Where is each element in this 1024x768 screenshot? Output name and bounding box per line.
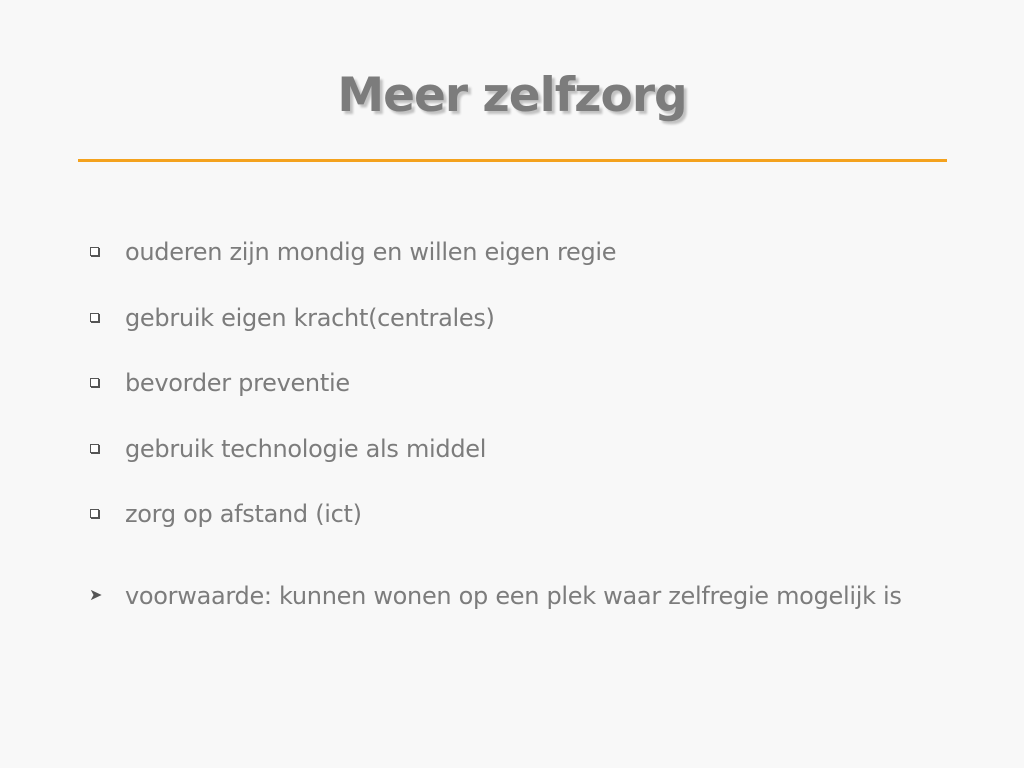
square-bullet-icon xyxy=(88,498,125,530)
square-bullet-icon xyxy=(88,433,125,465)
bullet-text: ouderen zijn mondig en willen eigen regie xyxy=(125,238,617,266)
bullet-item xyxy=(88,367,938,400)
bullet-text: gebruik eigen kracht(centrales) xyxy=(125,304,495,332)
bullet-item xyxy=(88,302,938,335)
slide-title: Meer zelfzorg xyxy=(337,68,687,123)
square-bullet-icon xyxy=(88,302,125,334)
bullet-text: bevorder preventie xyxy=(125,369,350,397)
bullet-item xyxy=(88,433,938,466)
bullet-item xyxy=(88,498,938,531)
square-bullet-icon xyxy=(88,367,125,399)
arrow-bullet-icon: ➤ xyxy=(89,585,103,604)
bullet-text: gebruik technologie als middel xyxy=(125,435,487,463)
bullet-text: zorg op afstand (ict) xyxy=(125,500,362,528)
bullet-text: voorwaarde: kunnen wonen op een plek waar zelfregie mogelijk is xyxy=(125,582,902,610)
bullet-item xyxy=(88,580,938,613)
bullet-item xyxy=(88,236,938,269)
square-bullet-icon xyxy=(88,236,125,268)
